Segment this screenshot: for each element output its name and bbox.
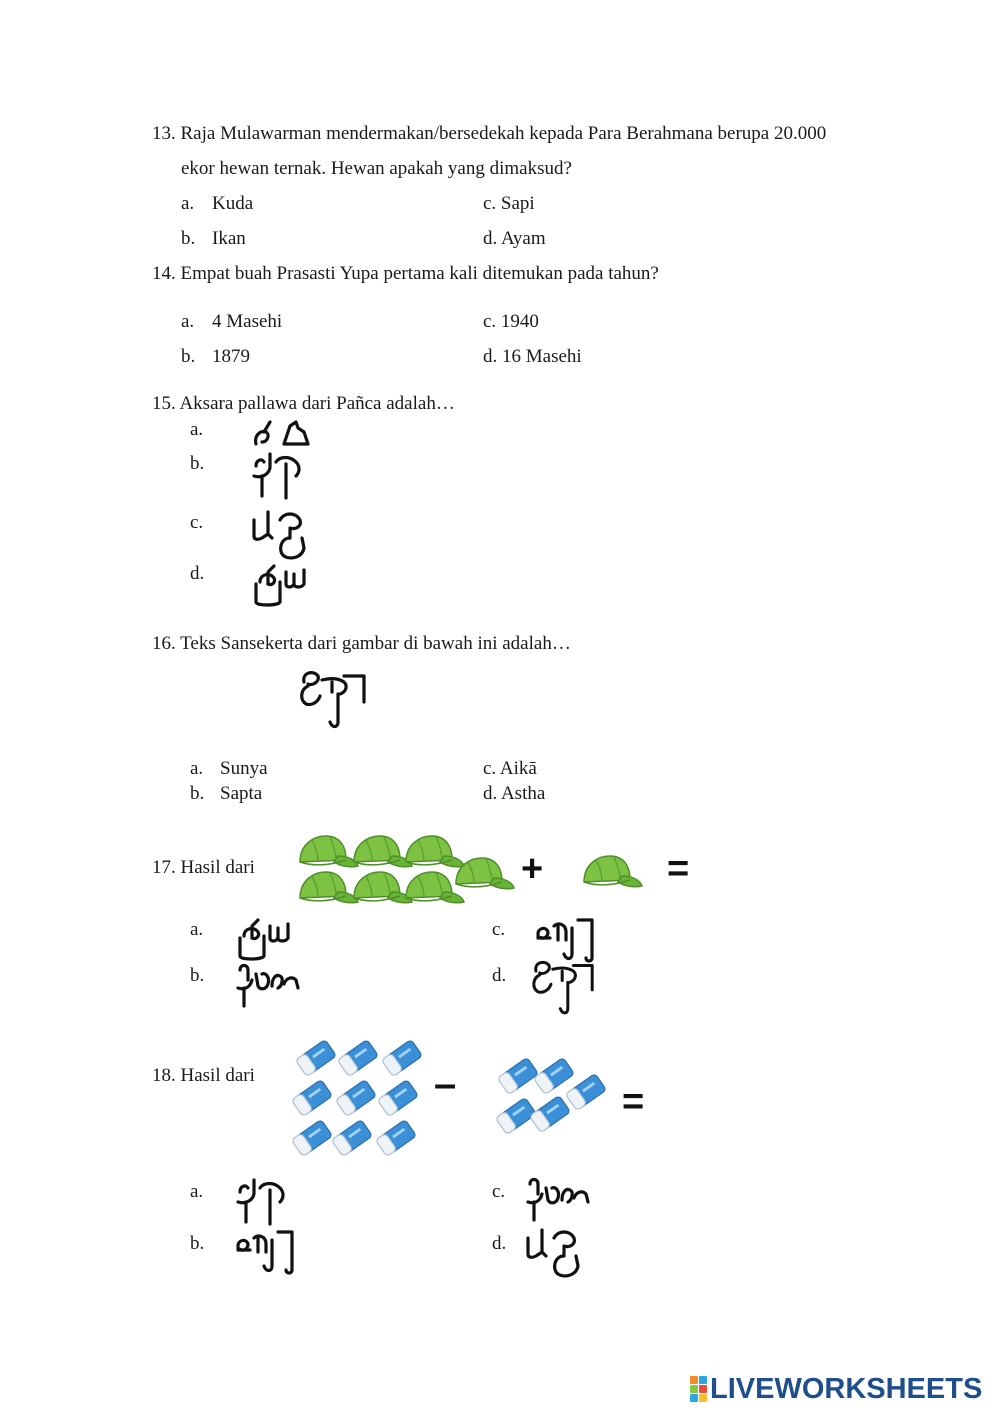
q14-option-b-text[interactable]: 1879 (212, 346, 250, 367)
cap-icon (354, 836, 412, 867)
cap-icon (354, 872, 412, 903)
q13-option-a-text[interactable]: Kuda (212, 193, 254, 214)
q14-question: 14. Empat buah Prasasti Yupa pertama kali ditemukan pada tahun? (152, 263, 659, 284)
liveworksheets-logo[interactable] (690, 1373, 982, 1405)
q17-option-c-script-glyph[interactable] (534, 914, 604, 964)
q18-erasers-group-nine (290, 1040, 424, 1162)
q14-option-b-letter[interactable]: b. (181, 346, 196, 367)
q17-equals-sign: = (667, 848, 690, 890)
q14-option-d[interactable]: d. 16 Masehi (483, 346, 582, 367)
q17-option-b-letter[interactable]: b. (190, 965, 205, 986)
q17-label: 17. Hasil dari (152, 857, 255, 878)
q15-option-c-script-glyph[interactable] (250, 508, 310, 562)
eraser-icon (292, 1079, 333, 1116)
cap-icon (300, 836, 358, 867)
q13-option-c[interactable]: c. Sapi (483, 193, 535, 214)
eraser-icon (534, 1057, 575, 1094)
cap-icon (584, 856, 642, 887)
eraser-icon (292, 1119, 333, 1156)
q17-option-a-letter[interactable]: a. (190, 919, 204, 940)
q15-option-d-script-glyph[interactable] (250, 560, 314, 608)
q16-option-b-letter[interactable]: b. (190, 783, 205, 804)
q14-option-c[interactable]: c. 1940 (483, 311, 539, 332)
q15-question: 15. Aksara pallawa dari Pañca adalah… (152, 393, 455, 414)
q15-option-b-script-glyph[interactable] (250, 450, 310, 502)
cap-icon (406, 872, 464, 903)
q16-question: 16. Teks Sansekerta dari gambar di bawah ini adalah… (152, 633, 571, 654)
q15-option-c-letter[interactable]: c. (190, 512, 204, 533)
q18-option-a-letter[interactable]: a. (190, 1181, 204, 1202)
q18-option-b-script-glyph[interactable] (234, 1226, 304, 1276)
q13-question-line1: 13. Raja Mulawarman mendermakan/bersedekah kepada Para Berahmana berupa 20.000 (152, 123, 827, 144)
q17-caps-group-seven (292, 832, 502, 906)
eraser-icon (530, 1095, 571, 1132)
q13-option-b-letter[interactable]: b. (181, 228, 196, 249)
q13-question-line2: ekor hewan ternak. Hewan apakah yang dimaksud? (181, 158, 572, 179)
cap-icon (300, 872, 358, 903)
eraser-icon (496, 1097, 537, 1134)
q13-option-d[interactable]: d. Ayam (483, 228, 546, 249)
cap-icon (406, 836, 464, 867)
liveworksheets-logo-text: LIVEWORKSHEETS (710, 1372, 983, 1405)
q18-minus-sign: – (434, 1062, 457, 1106)
eraser-icon (498, 1057, 539, 1094)
eraser-icon (336, 1079, 377, 1116)
q17-option-c-letter[interactable]: c. (492, 919, 506, 940)
cap-icon (456, 858, 514, 889)
liveworksheets-logo-icon (690, 1376, 707, 1402)
q14-option-a-letter[interactable]: a. (181, 311, 195, 332)
q14-option-a-text[interactable]: 4 Masehi (212, 311, 283, 332)
q17-plus-sign: + (521, 848, 544, 890)
q18-option-a-script-glyph[interactable] (234, 1176, 294, 1228)
q17-option-d-letter[interactable]: d. (492, 965, 507, 986)
q13-option-a-letter[interactable]: a. (181, 193, 195, 214)
q18-option-c-letter[interactable]: c. (492, 1181, 506, 1202)
eraser-icon (378, 1079, 419, 1116)
q18-option-c-script-glyph[interactable] (524, 1174, 594, 1226)
q17-option-d-script-glyph[interactable] (530, 958, 600, 1018)
q18-option-d-script-glyph[interactable] (524, 1226, 584, 1280)
q16-option-b-text[interactable]: Sapta (220, 783, 263, 804)
q18-equals-sign: = (622, 1081, 645, 1123)
q15-option-b-letter[interactable]: b. (190, 453, 205, 474)
q17-option-a-script-glyph[interactable] (234, 914, 298, 962)
q18-label: 18. Hasil dari (152, 1065, 255, 1086)
eraser-icon (382, 1039, 423, 1076)
q18-option-d-letter[interactable]: d. (492, 1233, 507, 1254)
q15-option-a-script-glyph[interactable] (252, 418, 312, 448)
q15-option-d-letter[interactable]: d. (190, 563, 205, 584)
q16-option-c[interactable]: c. Aikā (483, 758, 537, 779)
q13-option-b-text[interactable]: Ikan (212, 228, 246, 249)
eraser-icon (296, 1039, 337, 1076)
q17-cap-single (576, 852, 644, 892)
q16-option-a-letter[interactable]: a. (190, 758, 204, 779)
eraser-icon (332, 1119, 373, 1156)
eraser-icon (338, 1039, 379, 1076)
eraser-icon (566, 1073, 607, 1110)
q18-option-b-letter[interactable]: b. (190, 1233, 205, 1254)
q16-option-d[interactable]: d. Astha (483, 783, 546, 804)
q16-option-a-text[interactable]: Sunya (220, 758, 268, 779)
q18-erasers-group-five (494, 1058, 604, 1142)
eraser-icon (376, 1119, 417, 1156)
q15-option-a-letter[interactable]: a. (190, 419, 204, 440)
q17-option-b-script-glyph[interactable] (234, 960, 304, 1012)
q16-script-word (298, 668, 372, 732)
